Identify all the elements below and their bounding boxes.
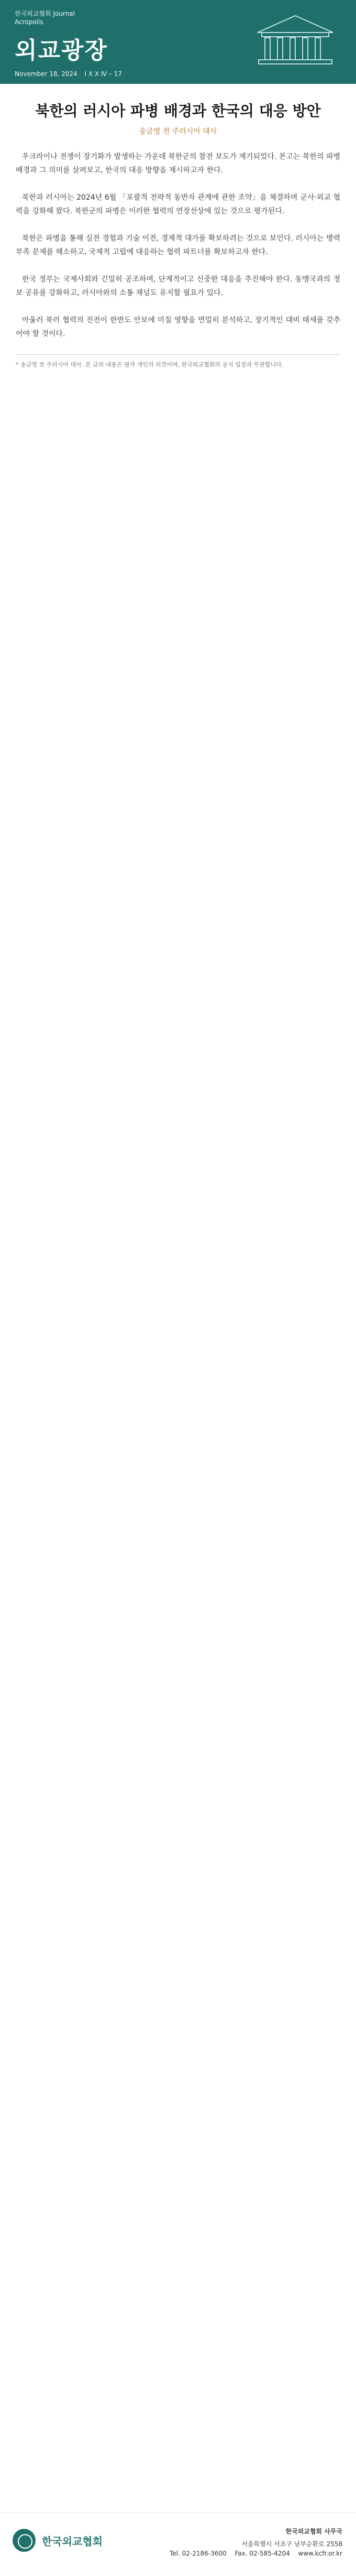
- publisher-en: Acropolis: [15, 18, 43, 26]
- footer-info: [163, 2527, 342, 2558]
- paragraph: 우크라이나 전쟁이 장기화가 발생하는 가운데 북한군의 참전 보도가 제기되었다. 본고는 북한의 파병 배경과 그 의미를 살펴보고, 한국의 대응 방향을 제시하고자 한다.: [16, 153, 340, 175]
- article-title: 북한의 러시아 파병 배경과 한국의 대응 방안: [35, 102, 321, 120]
- footer-title: 한국외교협회 사무국: [285, 2528, 342, 2535]
- paragraph: 한국 정부는 국제사회와 긴밀히 공조하며, 단계적이고 신중한 대응을 추진해야 한다. 동맹국과의 정보 공유를 강화하고, 러시아와의 소통 채널도 유지할 필요가 있다.: [16, 275, 340, 297]
- footnote: * 송금영 전 주러시아 대사. 본 글의 내용은 필자 개인의 의견이며, 한국외교협회의 공식 입장과 무관합니다.: [16, 354, 340, 370]
- website-link[interactable]: www.kcfr.or.kr: [298, 2550, 342, 2557]
- issue-date: November 18, 2024: [15, 70, 77, 78]
- article-body: [16, 150, 340, 370]
- article-author: 송금영 전 주러시아 대사: [139, 127, 217, 136]
- paragraph: 북한은 파병을 통해 실전 경험과 기술 이전, 경제적 대가를 확보하려는 것으로 보인다. 러시아는 병력 부족 문제를 해소하고, 국제적 고립에 대응하는 협력 파트너를 확보하고자 한다.: [16, 234, 340, 256]
- brand-name: 한국외교협회: [42, 2535, 103, 2548]
- article: [0, 100, 356, 370]
- footer: [0, 2513, 356, 2576]
- paragraph: 아울러 북러 협력의 진전이 한반도 안보에 미칠 영향을 면밀히 분석하고, 장기적인 대비 태세를 갖추어야 할 것이다.: [16, 316, 340, 338]
- logo-icon: [13, 2529, 36, 2552]
- footer-contacts: [163, 2549, 342, 2558]
- issue-volume: Ⅰ X X Ⅳ – 17: [84, 70, 122, 78]
- issue-meta: [15, 70, 341, 78]
- footer-address: 서울특별시 서초구 남부순환로 2558: [241, 2540, 342, 2548]
- paragraph: 북한과 러시아는 2024년 6월 「포괄적 전략적 동반자 관계에 관한 조약」을 체결하며 군사·외교 협력을 강화해 왔다. 북한군의 파병은 이러한 협력의 연장선상에 있는 것으로 평가된다.: [16, 193, 340, 215]
- publisher-kr: 한국외교협회 Journal: [15, 10, 75, 17]
- fax-number: Fax. 02-585-4204: [235, 2550, 290, 2557]
- footer-brand: [13, 2529, 103, 2552]
- journal-title: 외교광장: [15, 37, 108, 64]
- header-banner: [0, 0, 356, 84]
- phone-number: Tel. 02-2186-3600: [169, 2550, 227, 2557]
- building-illustration-icon: [253, 12, 337, 70]
